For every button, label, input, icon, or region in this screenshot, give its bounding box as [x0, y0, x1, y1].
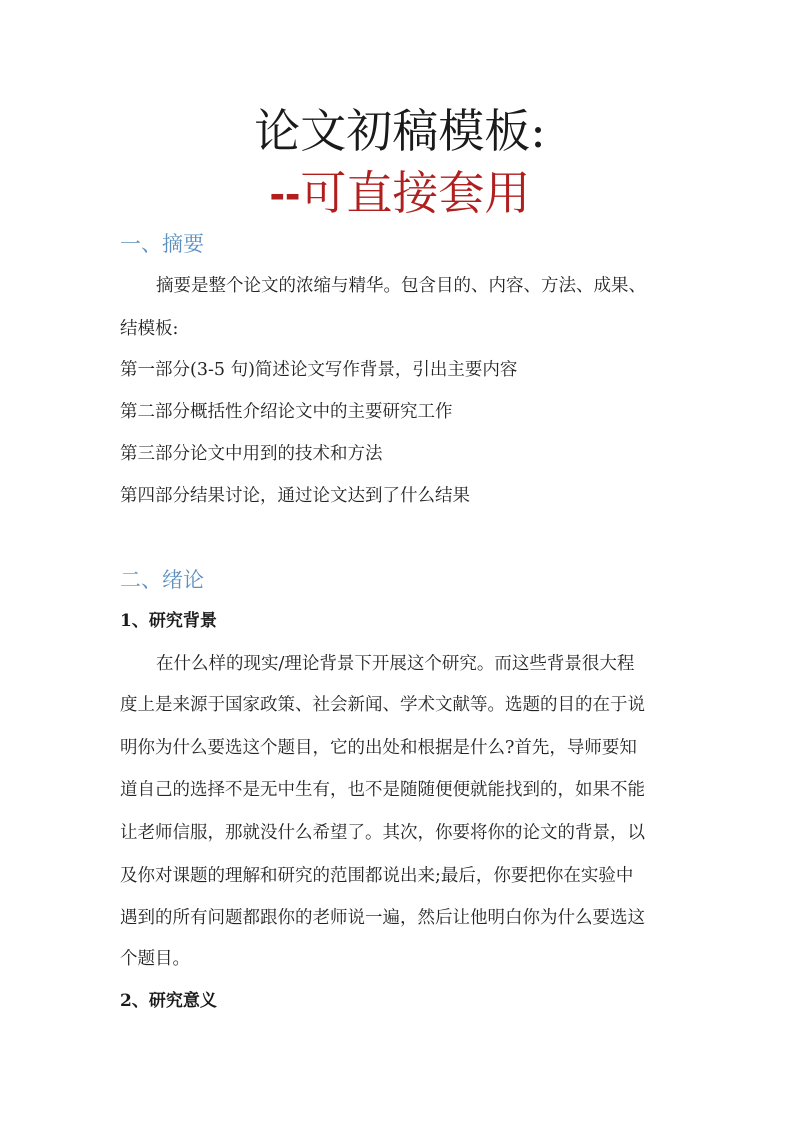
section-heading-abstract: 一、摘要 [120, 232, 204, 256]
background-line: 让老师信服，那就没什么希望了。其次，你要将你的论文的背景，以 [120, 823, 645, 843]
section-heading-introduction: 二、绪论 [120, 568, 204, 592]
subsection-heading-background: 1、研究背景 [120, 611, 217, 631]
background-line: 个题目。 [120, 949, 190, 969]
subtitle-dash: -- [269, 167, 301, 219]
background-line: 遇到的所有问题都跟你的老师说一遍，然后让他明白你为什么要选这 [120, 908, 645, 928]
background-line: 及你对课题的理解和研究的范围都说出来;最后，你要把你在实验中 [120, 866, 634, 886]
abstract-line: 第一部分(3-5 句)简述论文写作背景，引出主要内容 [120, 360, 518, 380]
abstract-line: 第三部分论文中用到的技术和方法 [120, 444, 383, 464]
background-line: 在什么样的现实/理论背景下开展这个研究。而这些背景很大程 [156, 654, 635, 674]
background-line: 明你为什么要选这个题目，它的出处和根据是什么?首先，导师要知 [120, 738, 637, 758]
document-title: 论文初稿模板: [254, 104, 546, 158]
abstract-line: 摘要是整个论文的浓缩与精华。包含目的、内容、方法、成果、 [156, 276, 646, 296]
abstract-line: 结模板: [120, 319, 179, 339]
subsection-heading-significance: 2、研究意义 [120, 991, 217, 1011]
subtitle-text: 可直接套用 [300, 166, 531, 220]
abstract-line: 第四部分结果讨论，通过论文达到了什么结果 [120, 486, 470, 506]
background-line: 度上是来源于国家政策、社会新闻、学术文献等。选题的目的在于说 [120, 695, 645, 715]
abstract-line: 第二部分概括性介绍论文中的主要研究工作 [120, 402, 453, 422]
document-subtitle [0, 166, 800, 220]
background-line: 道自己的选择不是无中生有，也不是随随便便就能找到的，如果不能 [120, 780, 645, 800]
